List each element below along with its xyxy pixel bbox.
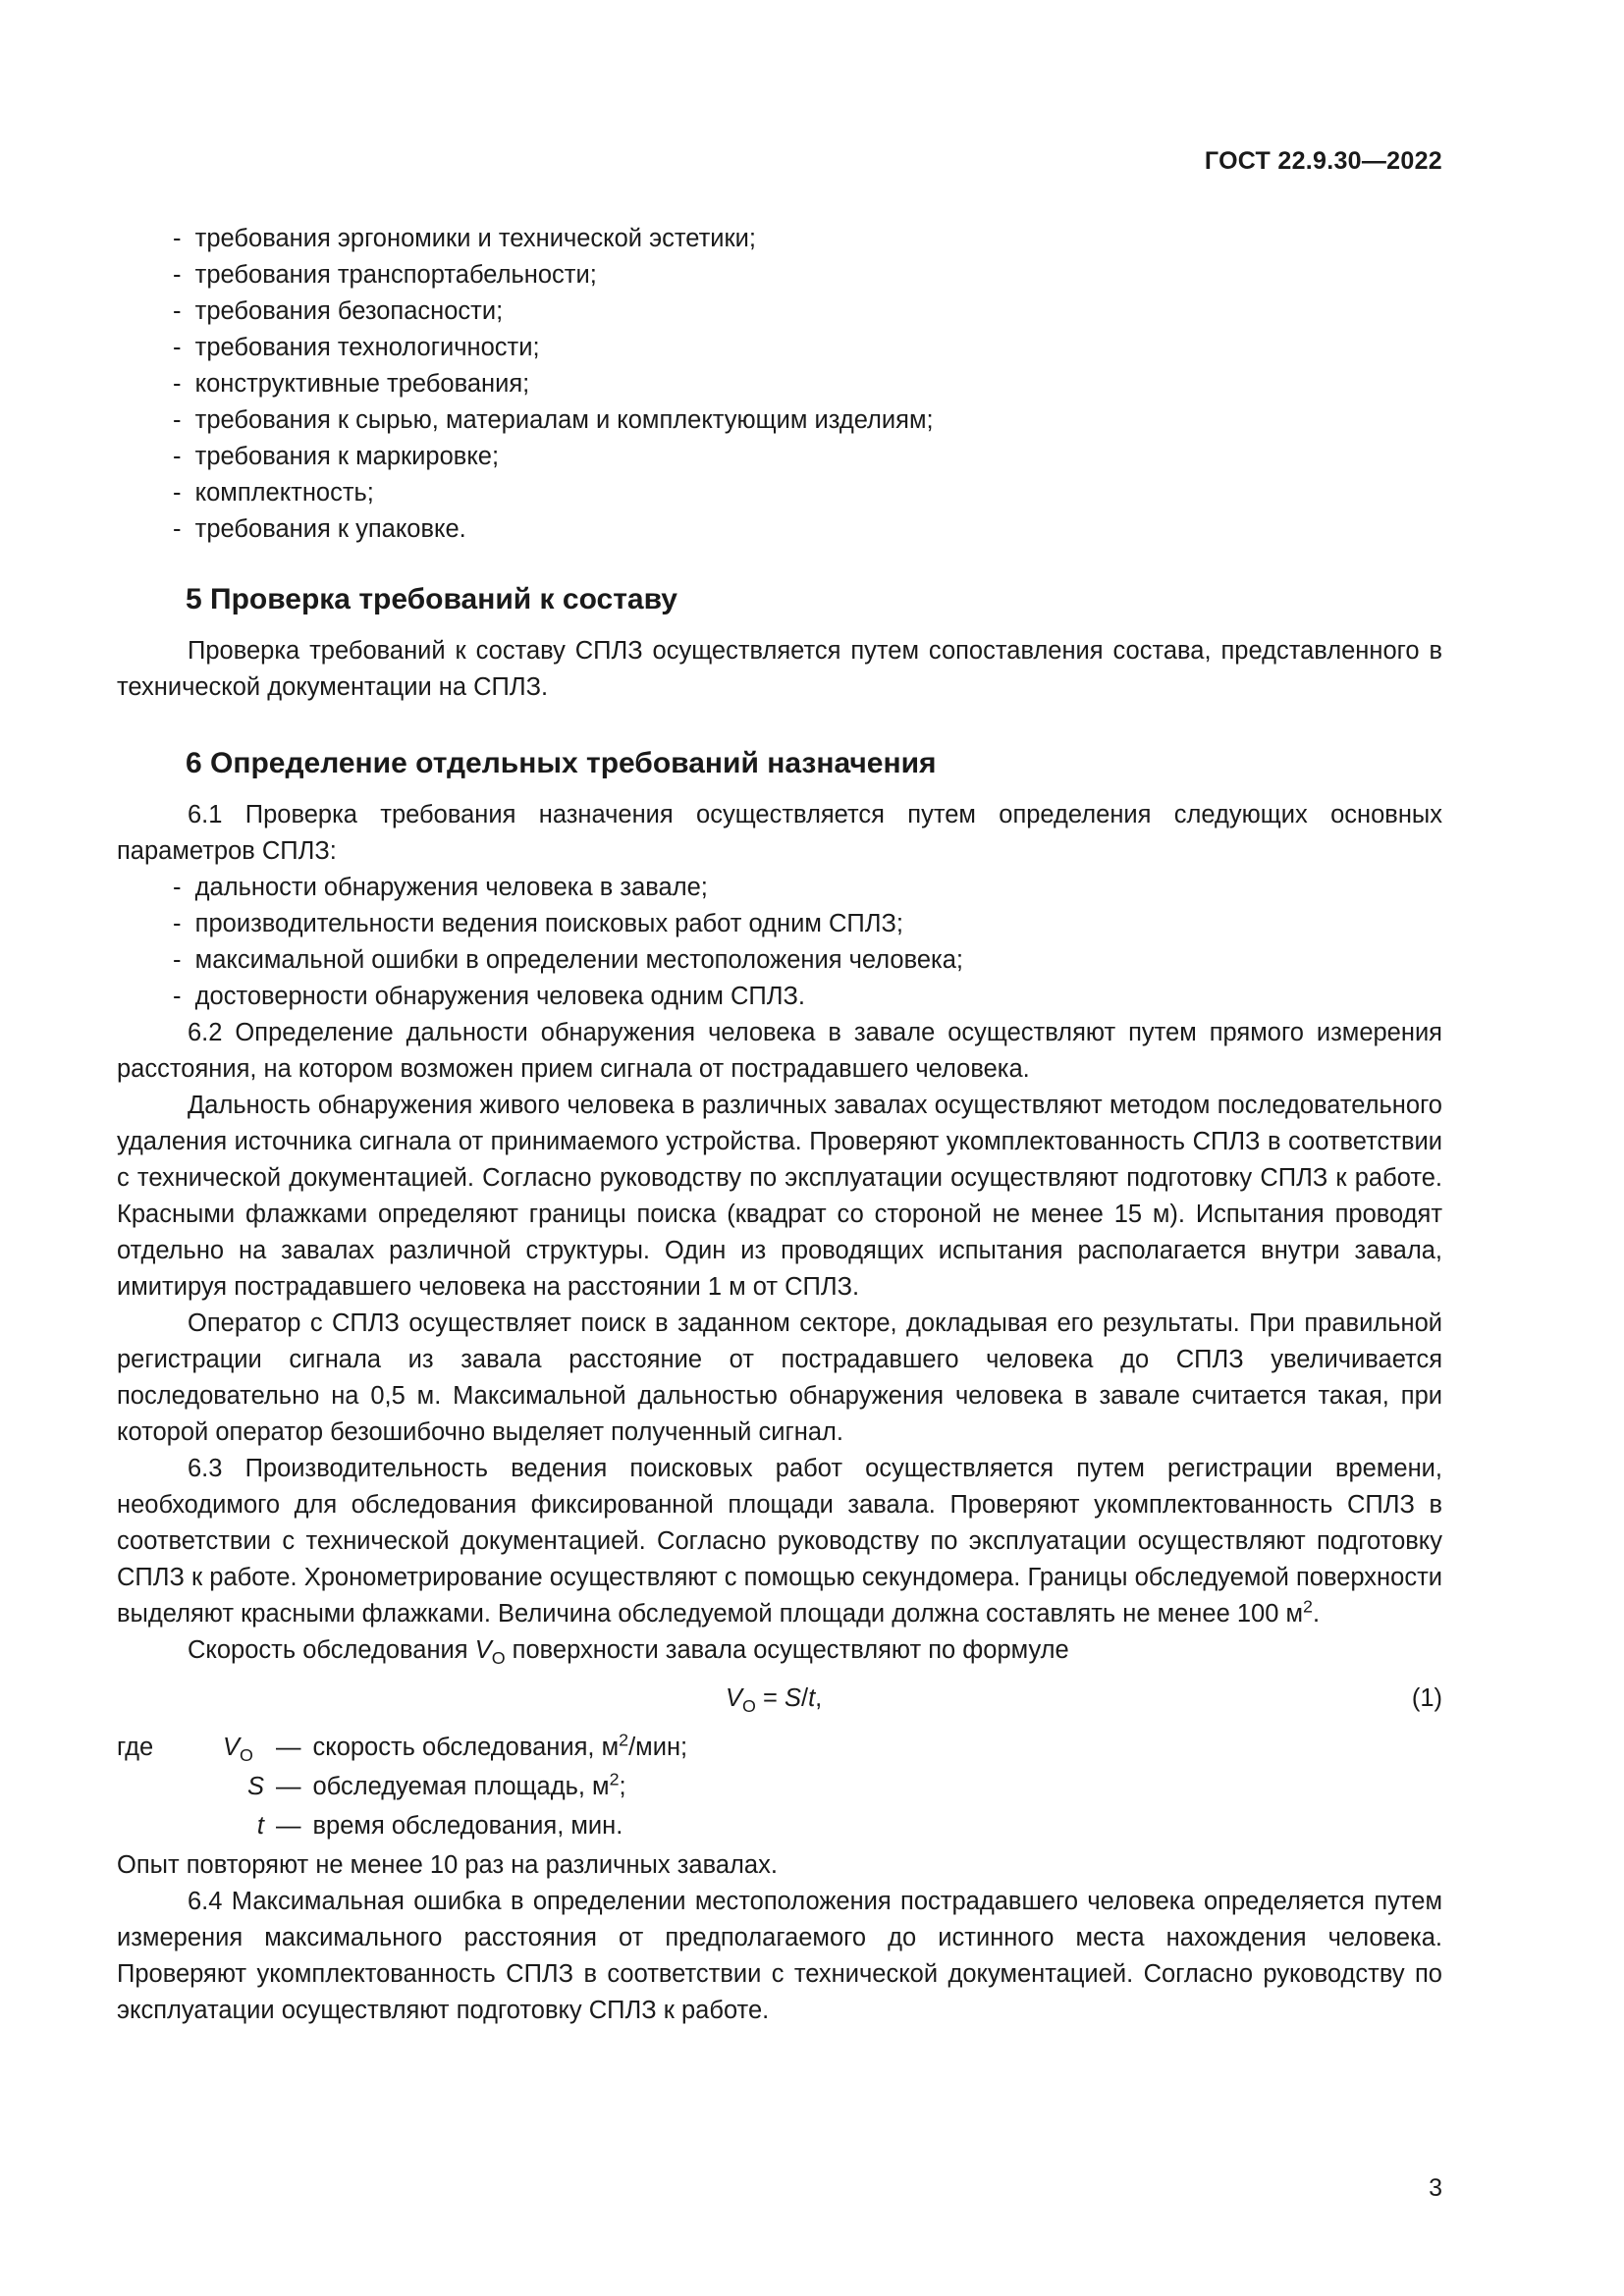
list-item: - требования технологичности; [117, 330, 1442, 366]
list-item: - конструктивные требования; [117, 366, 1442, 402]
em-dash: — [276, 1734, 301, 1761]
variable-v: V [474, 1636, 492, 1664]
requirements-list [117, 221, 1442, 548]
list-item: - максимальной ошибки в определении местоположения человека; [117, 942, 1442, 979]
list-item: - дальности обнаружения человека в завале; [117, 870, 1442, 906]
list-item: - достоверности обнаружения человека одним СПЛЗ. [117, 979, 1442, 1015]
speed-intro [117, 1632, 1442, 1669]
superscript: 2 [609, 1769, 620, 1789]
list-item: - производительности ведения поисковых работ одним СПЛЗ; [117, 906, 1442, 942]
speed-intro-end: поверхности завала осуществляют по формуле [505, 1636, 1069, 1664]
section-5-paragraph: Проверка требований к составу СПЛЗ осуществляется путем сопоставления состава, представленного в технической документации на СПЛЗ. [117, 637, 1442, 701]
subscript: О [491, 1648, 506, 1669]
clause-6-3 [117, 1451, 1442, 1632]
where-row [117, 1808, 1442, 1844]
where-desc-text: скорость обследования, м [312, 1734, 620, 1761]
formula-lhs: V [726, 1684, 743, 1712]
list-item: - требования безопасности; [117, 294, 1442, 330]
where-desc [313, 1730, 688, 1766]
list-item: - требования к сырью, материалам и комплектующим изделиям; [117, 402, 1442, 439]
document-code: ГОСТ 22.9.30—2022 [1204, 147, 1442, 175]
clause-6-2-operator: Оператор с СПЛЗ осуществляет поиск в заданном секторе, докладывая его результаты. При правильной регистрации сигнала из завала расстояние от пострадавшего человека до СПЛЗ увеличивается последовательно на 0,5 м. Максимальной дальностью обнаружения человека в завале считается такая, при которой оператор безошибочно выделяет полученный сигнал. [117, 1309, 1442, 1446]
where-symbol [117, 1769, 264, 1805]
variable-t: t [256, 1812, 264, 1840]
parameters-list [117, 870, 1442, 1015]
list-item: - требования к маркировке; [117, 439, 1442, 475]
em-dash: — [276, 1773, 301, 1800]
formula-equals: = [755, 1684, 785, 1712]
formula-number: (1) [1411, 1684, 1442, 1712]
where-desc-text: обследуемая площадь, м [312, 1773, 610, 1800]
em-dash: — [276, 1812, 301, 1840]
where-row [117, 1769, 1442, 1805]
list-item: - комплектность; [117, 475, 1442, 511]
list-item: - требования к упаковке. [117, 511, 1442, 548]
clause-6-2-detection-range: Дальность обнаружения живого человека в различных завалах осуществляют методом последовательного удаления источника сигнала от принимаемого устройства. Проверяют укомплектованность СПЛЗ в соответствии с технической документацией. Согласно руководству по эксплуатации осуществляют подготовку СПЛЗ к работе. Красными флажками определяют границы поиска (квадрат со стороной не менее 15 м). Испытания проводят отдельно на завалах различной структуры. Один из проводящих испытания располагается внутри завала, имитируя пострадавшего человека на расстоянии 1 м от СПЛЗ. [117, 1092, 1442, 1301]
superscript: 2 [1303, 1596, 1313, 1617]
where-prefix: где [117, 1734, 161, 1761]
list-item: - требования эргономики и технической эстетики; [117, 221, 1442, 257]
formula-time: t [808, 1684, 816, 1712]
section-6-heading: 6 Определение отдельных требований назначения [186, 747, 937, 779]
formula-area: S [784, 1684, 801, 1712]
where-desc-end: /мин; [628, 1734, 688, 1761]
formula-row [117, 1675, 1442, 1722]
clause-6-4: 6.4 Максимальная ошибка в определении местоположения пострадавшего человека определяется путем измерения максимального расстояния от предполагаемого до истинного места нахождения человека. Проверяют укомплектованность СПЛЗ в соответствии с технической документацией. Согласно руководству по эксплуатации осуществляют подготовку СПЛЗ к работе. [117, 1888, 1442, 2024]
clause-6-2: 6.2 Определение дальности обнаружения человека в завале осуществляют путем прямого измерения расстояния, на котором возможен прием сигнала от пострадавшего человека. [117, 1019, 1442, 1083]
where-desc [313, 1808, 623, 1844]
where-desc-end: ; [619, 1773, 626, 1800]
clause-6-3-end: . [1312, 1600, 1321, 1628]
formula-comma: , [815, 1684, 823, 1712]
repeat-note: Опыт повторяют не менее 10 раз на различных завалах. [117, 1851, 778, 1879]
formula-slash: / [800, 1684, 809, 1712]
formula-lhs-subscript: О [742, 1696, 756, 1717]
subscript: О [240, 1745, 253, 1766]
section-5-heading: 5 Проверка требований к составу [186, 583, 677, 615]
where-block [117, 1730, 1442, 1844]
variable-s: S [246, 1773, 264, 1800]
page-content [117, 221, 1442, 2029]
where-desc-text: время обследования, мин. [312, 1812, 623, 1840]
where-symbol [223, 1730, 264, 1766]
variable-v: V [223, 1734, 241, 1761]
where-desc [313, 1769, 626, 1805]
list-item: - требования транспортабельности; [117, 257, 1442, 294]
speed-intro-text: Скорость обследования [188, 1636, 475, 1664]
where-symbol [117, 1808, 264, 1844]
clause-6-1: 6.1 Проверка требования назначения осуществляется путем определения следующих основных параметров СПЛЗ: [117, 801, 1442, 865]
formula [726, 1681, 822, 1717]
clause-6-3-text: 6.3 Производительность ведения поисковых работ осуществляется путем регистрации времени, необходимого для обследования фиксированной площади завала. Проверяют укомплектованность СПЛЗ в соответствии с технической документацией. Согласно руководству по эксплуатации осуществляют подготовку СПЛЗ к работе. Хронометрирование осуществляют с помощью секундомера. Границы обследуемой поверхности выделяют красными флажками. Величина обследуемой площади должна составлять не менее 100 м [117, 1455, 1442, 1628]
page-number: 3 [1429, 2174, 1442, 2202]
superscript: 2 [619, 1730, 629, 1750]
where-row [117, 1730, 1442, 1766]
